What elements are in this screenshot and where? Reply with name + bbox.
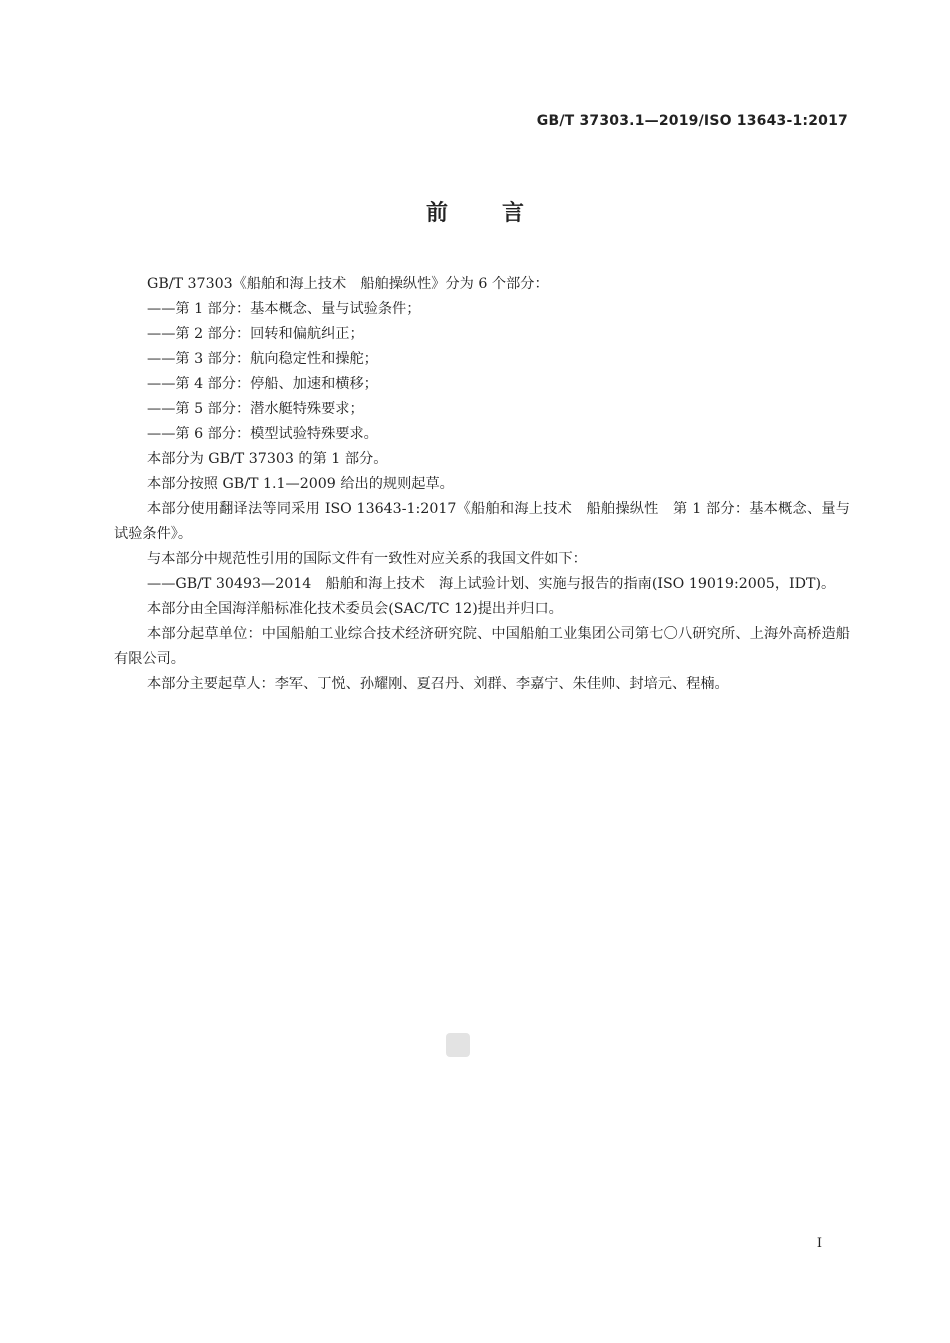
drafters-paragraph: 本部分主要起草人：李军、丁悦、孙耀刚、夏召丹、刘群、李嘉宁、朱佳帅、封培元、程楠。 (147, 676, 729, 692)
part-list-item-4: ——第 4 部分：停船、加速和横移； (147, 376, 378, 392)
drafting-units-paragraph: 本部分起草单位：中国船舶工业综合技术经济研究院、中国船舶工业集团公司第七〇八研究所、上海外高桥造船有限公司。 (114, 626, 850, 667)
foreword-body (114, 272, 850, 697)
part-of-paragraph: 本部分为 GB/T 37303 的第 1 部分。 (147, 451, 388, 467)
proposed-by-paragraph: 本部分由全国海洋船标准化技术委员会(SAC/TC 12)提出并归口。 (147, 601, 563, 617)
part-list-item-3: ——第 3 部分：航向稳定性和操舵； (147, 351, 378, 367)
intro-paragraph: GB/T 37303《船舶和海上技术 船舶操纵性》分为 6 个部分： (147, 276, 549, 292)
title-char-1: 前 (425, 201, 448, 226)
watermark-square (446, 1033, 470, 1057)
part-list-item-5: ——第 5 部分：潜水艇特殊要求； (147, 401, 364, 417)
part-list-item-6: ——第 6 部分：模型试验特殊要求。 (147, 426, 378, 442)
correspondence-list-item: ——GB/T 30493—2014 船舶和海上技术 海上试验计划、实施与报告的指南(ISO 19019:2005，IDT)。 (147, 576, 836, 592)
standard-identifier: GB/T 37303.1—2019/ISO 13643-1:2017 (536, 113, 848, 129)
translation-paragraph: 本部分使用翻译法等同采用 ISO 13643-1:2017《船舶和海上技术 船舶操纵性 第 1 部分：基本概念、量与试验条件》。 (114, 501, 850, 542)
page-title (0, 196, 950, 227)
title-char-2: 言 (502, 201, 525, 226)
correspondence-paragraph: 与本部分中规范性引用的国际文件有一致性对应关系的我国文件如下： (147, 551, 587, 567)
drafting-rules-paragraph: 本部分按照 GB/T 1.1—2009 给出的规则起草。 (147, 476, 454, 492)
page-number: I (816, 1236, 822, 1251)
part-list-item-1: ——第 1 部分：基本概念、量与试验条件； (147, 301, 421, 317)
part-list-item-2: ——第 2 部分：回转和偏航纠正； (147, 326, 364, 342)
